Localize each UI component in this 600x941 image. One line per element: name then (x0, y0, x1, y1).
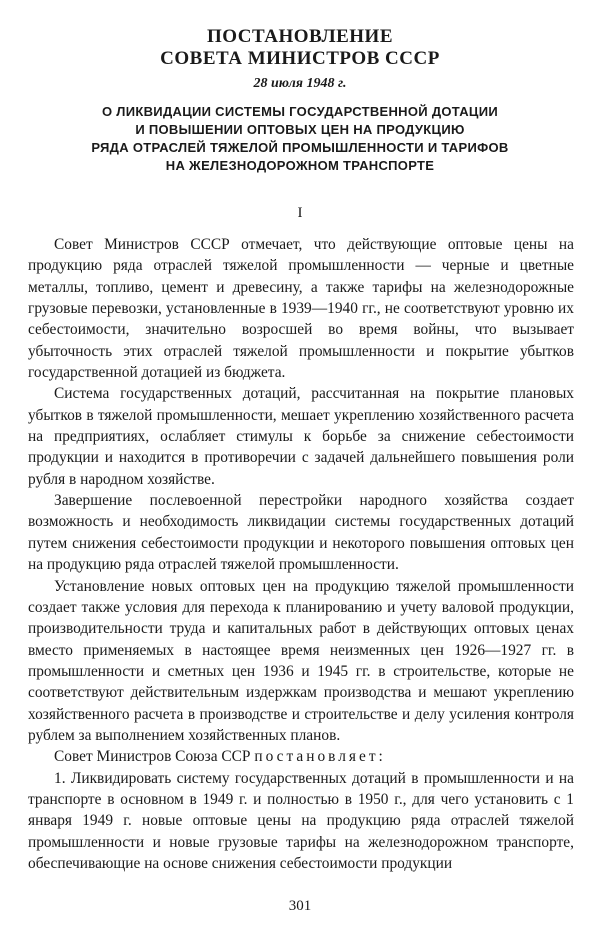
resolution-line (28, 746, 574, 767)
subject-line: НА ЖЕЛЕЗНОДОРОЖНОМ ТРАНСПОРТЕ (165, 158, 435, 173)
paragraph: Система государственных дотаций, рассчитанная на покрытие плановых убытков в тяжелой промышленности, мешает укреплению хозяйственного расчета на предприятиях, ослабляет стимулы к борьбе за снижение себестоимости продукции и находится в противоречии с задачей дальнейшего повышения роли рубля в народном хозяйстве. (28, 385, 574, 488)
paragraph: Завершение послевоенной перестройки народного хозяйства создает возможность и необходимость ликвидации системы государственных дотаций путем снижения себестоимости продукции и некоторого повышения оптовых цен на продукцию ряда отраслей тяжелой промышленности. (28, 492, 574, 574)
paragraph: Совет Министров СССР отмечает, что действующие оптовые цены на продукцию ряда отраслей тяжелой промышленности — черные и цветные металлы, топливо, цемент и древесину, а также тарифы на железнодорожные грузовые перевозки, установленные в 1939—1940 гг., не соответствуют уровню их себестоимости, значительно возросшей во время войны, что вызывает убыточность этих отраслей тяжелой промышленности и покрытие убытков государственной дотацией из бюджета. (28, 236, 574, 382)
subject-line: РЯДА ОТРАСЛЕЙ ТЯЖЕЛОЙ ПРОМЫШЛЕННОСТИ И ТАРИФОВ (91, 140, 509, 155)
resolution-verb: постановляет: (254, 748, 386, 766)
issuer-heading: СОВЕТА МИНИСТРОВ СССР (160, 48, 440, 69)
resolution-item-1: 1. Ликвидировать систему государственных дотаций в промышленности и на транспорте в основном в 1949 г. и полностью в 1950 г., для чего установить с 1 января 1949 г. новые оптовые цены на продукцию ряда отраслей тяжелой промышленности и новые грузовые тарифы на железнодорожном транспорте, обеспечивающие на основе снижения себестоимости продукции (28, 769, 574, 872)
section-numeral: I (297, 205, 303, 221)
document-date: 28 июля 1948 г. (253, 76, 347, 91)
document-type-heading: ПОСТАНОВЛЕНИЕ (206, 26, 394, 47)
document-subject (40, 103, 560, 175)
subject-line: О ЛИКВИДАЦИИ СИСТЕМЫ ГОСУДАРСТВЕННОЙ ДОТАЦИИ (101, 104, 498, 119)
body-text (28, 234, 574, 874)
resolution-prefix: Совет Министров Союза ССР (54, 748, 255, 766)
subject-line: И ПОВЫШЕНИИ ОПТОВЫХ ЦЕН НА ПРОДУКЦИЮ (135, 122, 465, 137)
page-number: 301 (288, 898, 312, 914)
title-block (40, 26, 560, 94)
paragraph: Установление новых оптовых цен на продукцию тяжелой промышленности создает также условия для перехода к планированию и учету валовой продукции, производительности труда и капитальных работ в действующих оптовых ценах вместо применяемых в настоящее время неизменных цен 1926—1927 гг. в промышленности и сметных цен 1936 и 1945 гг. в строительстве, которые не соответствуют действительным издержкам производства и мешают укреплению хозяйственного расчета в производстве и строительстве и делу усиления контроля рублем за выполнением хозяйственных планов. (28, 577, 574, 744)
